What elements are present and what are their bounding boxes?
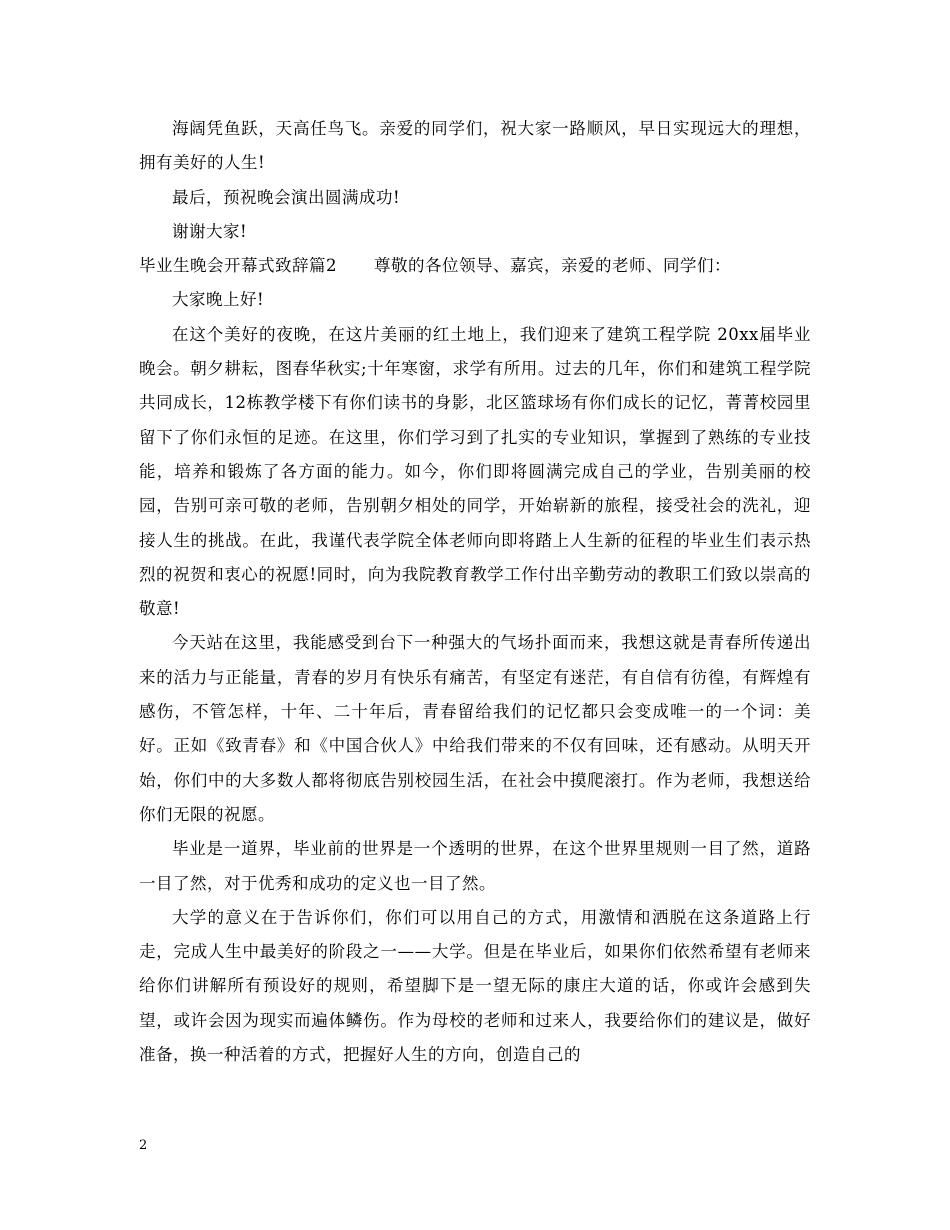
paragraph-boundary: 毕业是一道界，毕业前的世界是一个透明的世界，在这个世界里规则一目了然，道路一目了然，对于优秀和成功的定义也一目了然。 — [139, 839, 811, 893]
paragraph-closing-wish: 海阔凭鱼跃，天高任鸟飞。亲爱的同学们，祝大家一路顺风，早日实现远大的理想，拥有美好的人生! — [139, 119, 811, 173]
section-heading — [139, 249, 811, 283]
section-salutation: 尊敬的各位领导、嘉宾，亲爱的老师、同学们： — [374, 256, 731, 276]
section-title: 毕业生晚会开幕式致辞篇2 — [139, 256, 337, 276]
paragraph-final-wish: 最后，预祝晚会演出圆满成功! — [172, 187, 401, 207]
paragraph-youth: 今天站在这里，我能感受到台下一种强大的气场扑面而来，我想这就是青春所传递出来的活力与正能量，青春的岁月有快乐有痛苦，有坚定有迷茫，有自信有彷徨，有辉煌有感伤，不管怎样，十年、二十年后，青春留给我们的记忆都只会变成唯一的一个词：美好。正如《致青春》和《中国合伙人》中给我们带来的不仅有回味，还有感动。从明天开始，你们中的大多数人都将彻底告别校园生活，在社会中摸爬滚打。作为老师，我想送给你们无限的祝愿。 — [139, 633, 811, 824]
paragraph-thanks: 谢谢大家! — [172, 221, 248, 241]
document-body — [139, 112, 811, 1072]
paragraph-greeting: 大家晚上好! — [172, 290, 265, 310]
paragraph-graduation-evening: 在这个美好的夜晚，在这片美丽的红土地上，我们迎来了建筑工程学院 20xx届毕业晚会。朝夕耕耘，图春华秋实;十年寒窗，求学有所用。过去的几年，你们和建筑工程学院共同成长，12栋教学楼下有你们读书的身影，北区篮球场有你们成长的记忆，菁菁校园里留下了你们永恒的足迹。在这里，你们学习到了扎实的专业知识，掌握到了熟练的专业技能，培养和锻炼了各方面的能力。如今，你们即将圆满完成自己的学业，告别美丽的校园，告别可亲可敬的老师，告别朝夕相处的同学，开始崭新的旅程，接受社会的洗礼，迎接人生的挑战。在此，我谨代表学院全体老师向即将踏上人生新的征程的毕业生们表示热烈的祝贺和衷心的祝愿!同时，向为我院教育教学工作付出辛勤劳动的教职工们致以崇高的敬意! — [139, 324, 811, 619]
page-number: 2 — [139, 1138, 148, 1153]
paragraph-university-meaning: 大学的意义在于告诉你们，你们可以用自己的方式，用激情和洒脱在这条道路上行走，完成人生中最美好的阶段之一——大学。但是在毕业后，如果你们依然希望有老师来给你们讲解所有预设好的规则，希望脚下是一望无际的康庄大道的话，你或许会感到失望，或许会因为现实而遍体鳞伤。作为母校的老师和过来人，我要给你们的建议是，做好准备，换一种活着的方式，把握好人生的方向，创造自己的 — [139, 907, 811, 1065]
